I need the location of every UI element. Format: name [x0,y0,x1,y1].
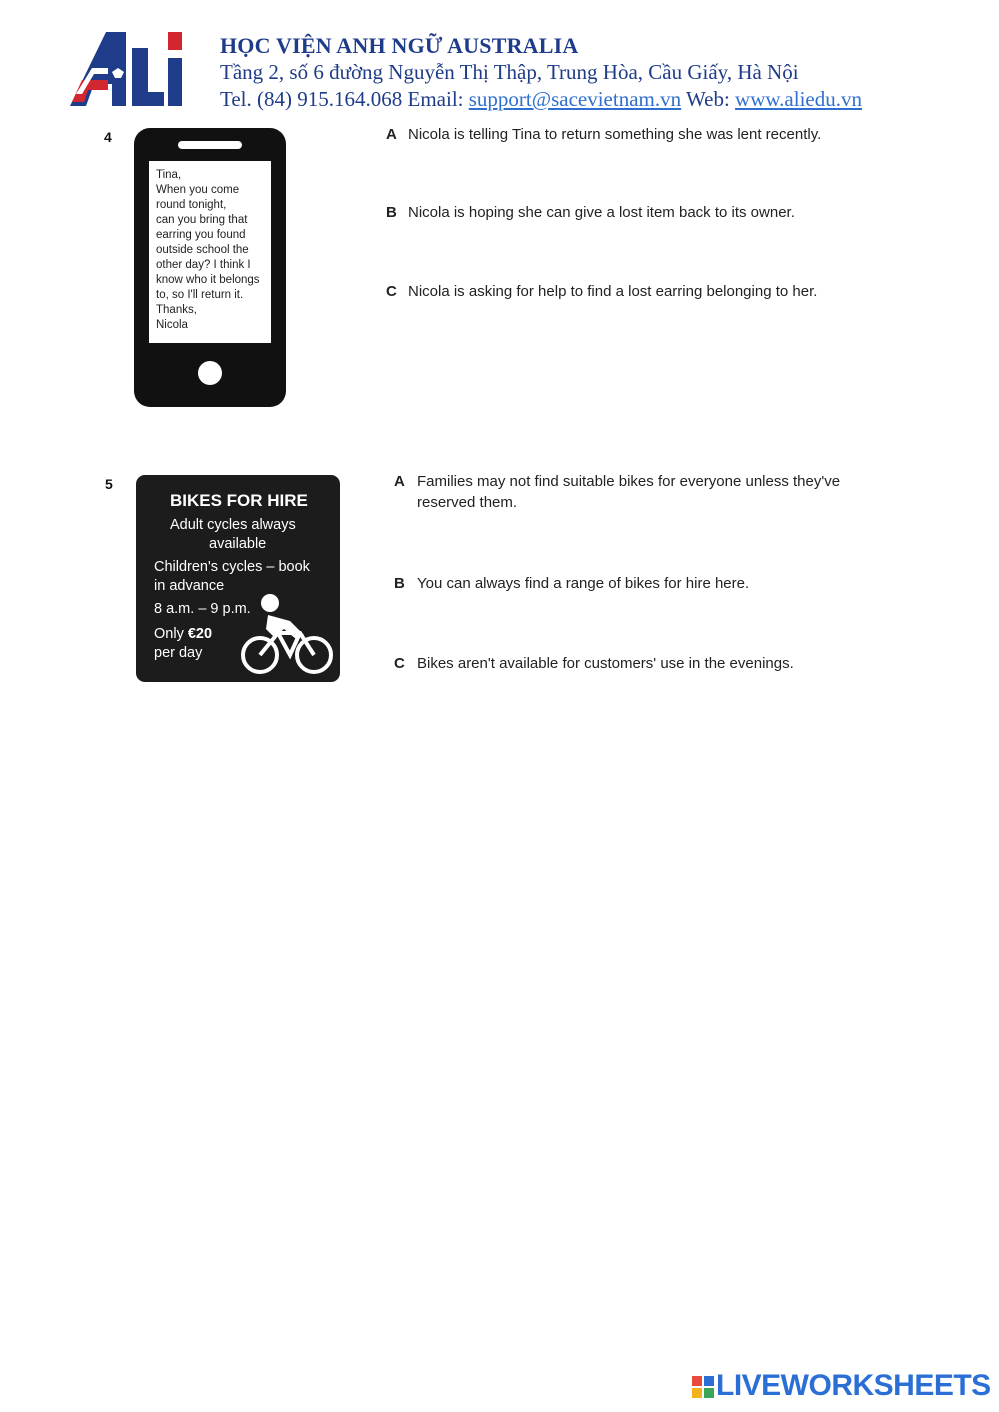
q5-option-a[interactable] [394,471,914,515]
message-line: can you bring that [156,214,248,226]
phone-screen [149,161,271,343]
contact-line [220,87,862,112]
option-text: You can always find a range of bikes for hire here. [417,575,750,592]
cyclist-icon [238,589,338,679]
message-line: When you come [156,184,240,196]
message-line: Thanks, [156,304,197,316]
liveworksheets-brand[interactable]: LIVEWORKSHEETS [716,1369,991,1402]
message-line: outside school the [156,244,249,256]
sign-title: BIKES FOR HIRE [170,491,308,510]
sign-line: Children's cycles – book [154,559,310,575]
message-line: Tina, [156,169,182,181]
question-number-4: 4 [104,129,112,145]
option-letter: C [394,655,405,672]
web-label: Web: [686,87,730,111]
q5-option-c[interactable] [394,653,914,675]
question-number-5: 5 [105,476,113,492]
sign-line: Adult cycles always [170,517,296,533]
option-text: Nicola is asking for help to find a lost earring belonging to her. [408,283,818,300]
sign-line: available [209,536,267,552]
price-prefix: Only [154,626,188,642]
option-text: Bikes aren't available for customers' use in the evenings. [417,655,794,672]
option-letter: C [386,283,397,300]
option-text: reserved them. [417,494,518,511]
price-value: €20 [187,626,213,642]
institute-address: Tầng 2, số 6 đường Nguyễn Thị Thập, Trung Hòa, Cầu Giấy, Hà Nội [220,60,799,84]
message-line: to, so I'll return it. [156,289,244,301]
phone-home-button [198,361,222,385]
tel-label: Tel. (84) 915.164.068 Email: [220,87,464,111]
q5-option-b[interactable] [394,573,914,595]
option-letter: A [386,126,397,143]
option-letter: A [394,473,405,490]
message-line: other day? I think I [156,259,251,271]
text-message [156,168,260,333]
ali-logo [68,28,188,110]
q4-option-c[interactable] [386,281,906,303]
phone-illustration [134,128,286,407]
sign-price [154,625,212,644]
option-letter: B [386,204,397,221]
message-line: round tonight, [156,199,227,211]
phone-speaker [178,141,242,149]
sign-hours: 8 a.m. – 9 p.m. [154,601,251,617]
liveworksheets-logo-icon [692,1376,714,1398]
option-text: Nicola is telling Tina to return something she was lent recently. [408,126,822,143]
option-letter: B [394,575,405,592]
option-text: Families may not find suitable bikes for everyone unless they've [417,473,841,490]
q4-option-a[interactable] [386,124,906,146]
q4-option-b[interactable] [386,202,906,224]
message-line: Nicola [156,319,188,331]
sign-per-day: per day [154,645,203,661]
bikes-for-hire-sign [136,475,340,682]
sign-line: in advance [154,578,225,594]
message-line: know who it belongs [156,274,260,286]
institute-name: HỌC VIỆN ANH NGỮ AUSTRALIA [220,33,579,58]
website-link[interactable]: www.aliedu.vn [735,87,862,111]
email-link[interactable]: support@sacevietnam.vn [468,87,682,111]
option-text: Nicola is hoping she can give a lost item back to its owner. [408,204,795,221]
message-line: earring you found [156,229,246,241]
